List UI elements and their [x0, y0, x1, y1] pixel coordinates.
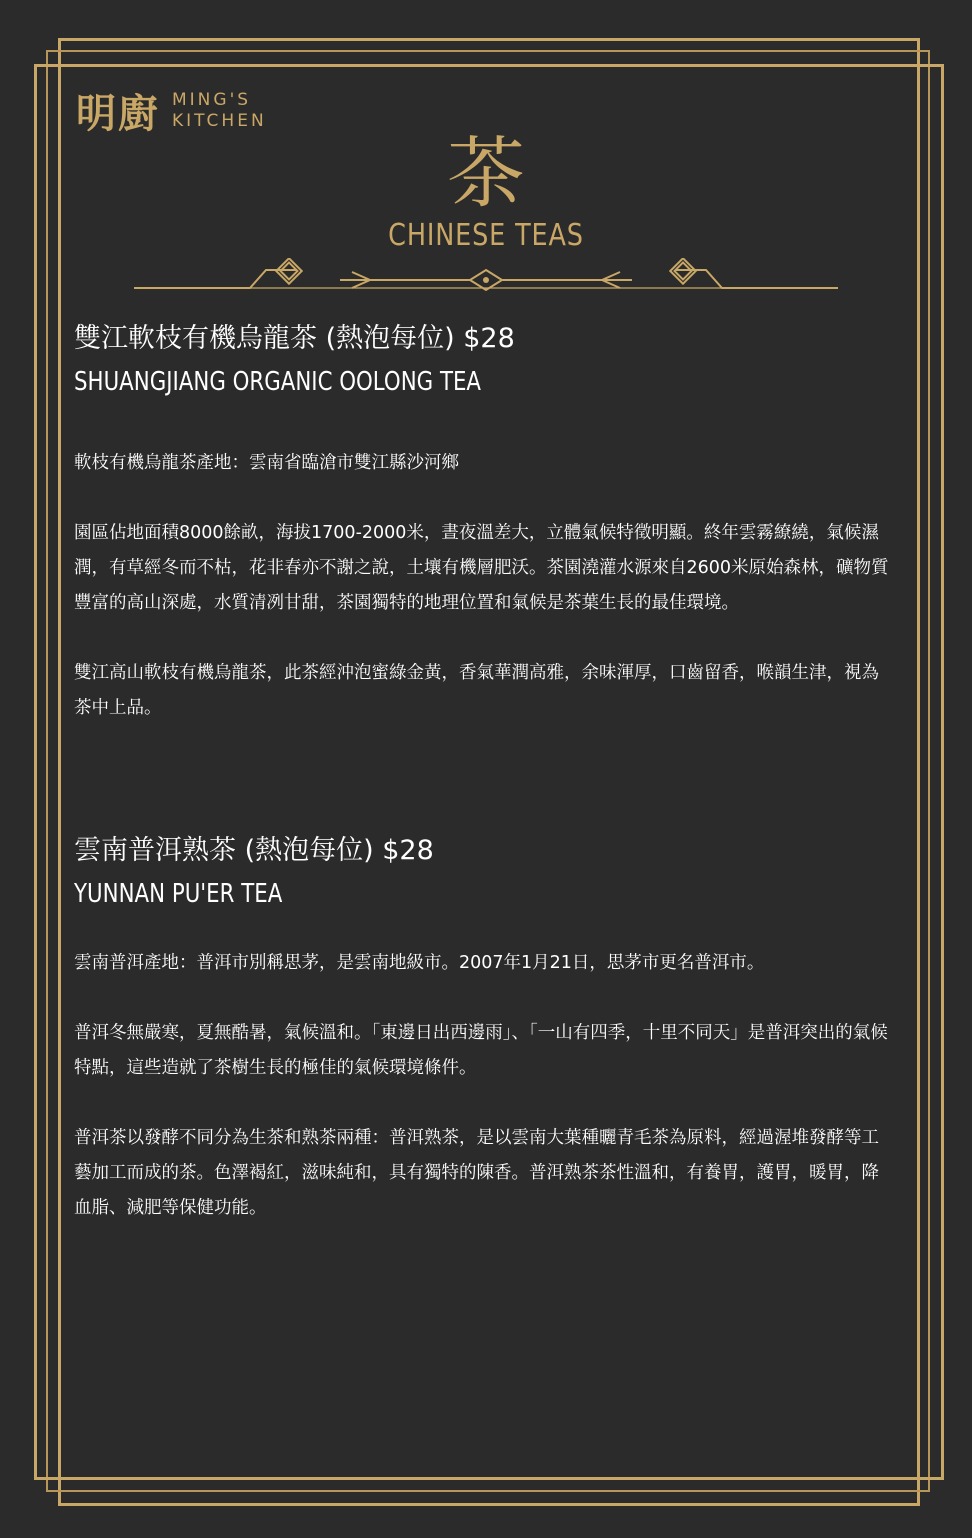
menu-header: [0, 128, 972, 253]
brand-name-en-line1: MING'S: [172, 89, 252, 110]
item-title-cn: 雙江軟枝有機烏龍茶 (熱泡每位) $28: [74, 323, 515, 354]
item-title-en: YUNNAN PU'ER TEA: [74, 879, 283, 909]
header-title: CHINESE TEAS: [388, 218, 584, 253]
brand-name-cn: 明廚: [76, 90, 160, 137]
brand-name-en-line2: KITCHEN: [172, 110, 267, 131]
item-description-estate: 園區佔地面積8000餘畝，海拔1700-2000米，晝夜溫差大，立體氣候特徵明顯。終年雲霧繚繞，氣候濕潤，有草經冬而不枯，花非春亦不謝之說，土壤有機層肥沃。茶園澆灌水源來自2600米原始森林，礦物質豐富的高山深處，水質清冽甘甜，茶園獨特的地理位置和氣候是茶葉生長的最佳環境。: [74, 523, 889, 613]
tea-item-oolong: [74, 318, 896, 726]
item-description-origin: 雲南普洱產地：普洱市別稱思茅，是雲南地級市。2007年1月21日，思茅市更名普洱市。: [74, 953, 765, 973]
tea-glyph: 茶: [446, 129, 525, 219]
brand-name-en: [172, 90, 267, 132]
item-title-en: SHUANGJIANG ORGANIC OOLONG TEA: [74, 367, 482, 397]
art-deco-divider: [130, 258, 842, 302]
item-description-origin: 軟枝有機烏龍茶產地：雲南省臨滄市雙江縣沙河鄉: [74, 453, 459, 473]
item-description-fermentation: 普洱茶以發酵不同分為生茶和熟茶兩種：普洱熟茶，是以雲南大葉種曬青毛茶為原料，經過渥堆發酵等工藝加工而成的茶。色澤褐紅，滋味純和，具有獨特的陳香。普洱熟茶茶性溫和，有養胃，護胃，暖胃，降血脂、減肥等保健功能。: [74, 1128, 879, 1218]
item-description-climate: 普洱冬無嚴寒，夏無酷暑，氣候溫和。「東邊日出西邊雨」、「一山有四季，十里不同天」是普洱突出的氣候特點，這些造就了茶樹生長的極佳的氣候環境條件。: [74, 1023, 888, 1078]
item-title-cn: 雲南普洱熟茶 (熱泡每位) $28: [74, 835, 434, 866]
item-description-tasting: 雙江高山軟枝有機烏龍茶，此茶經沖泡蜜綠金黃，香氣華潤高雅，余味渾厚，口齒留香，喉韻生津，視為茶中上品。: [74, 663, 879, 718]
tea-item-puer: [74, 830, 896, 1226]
